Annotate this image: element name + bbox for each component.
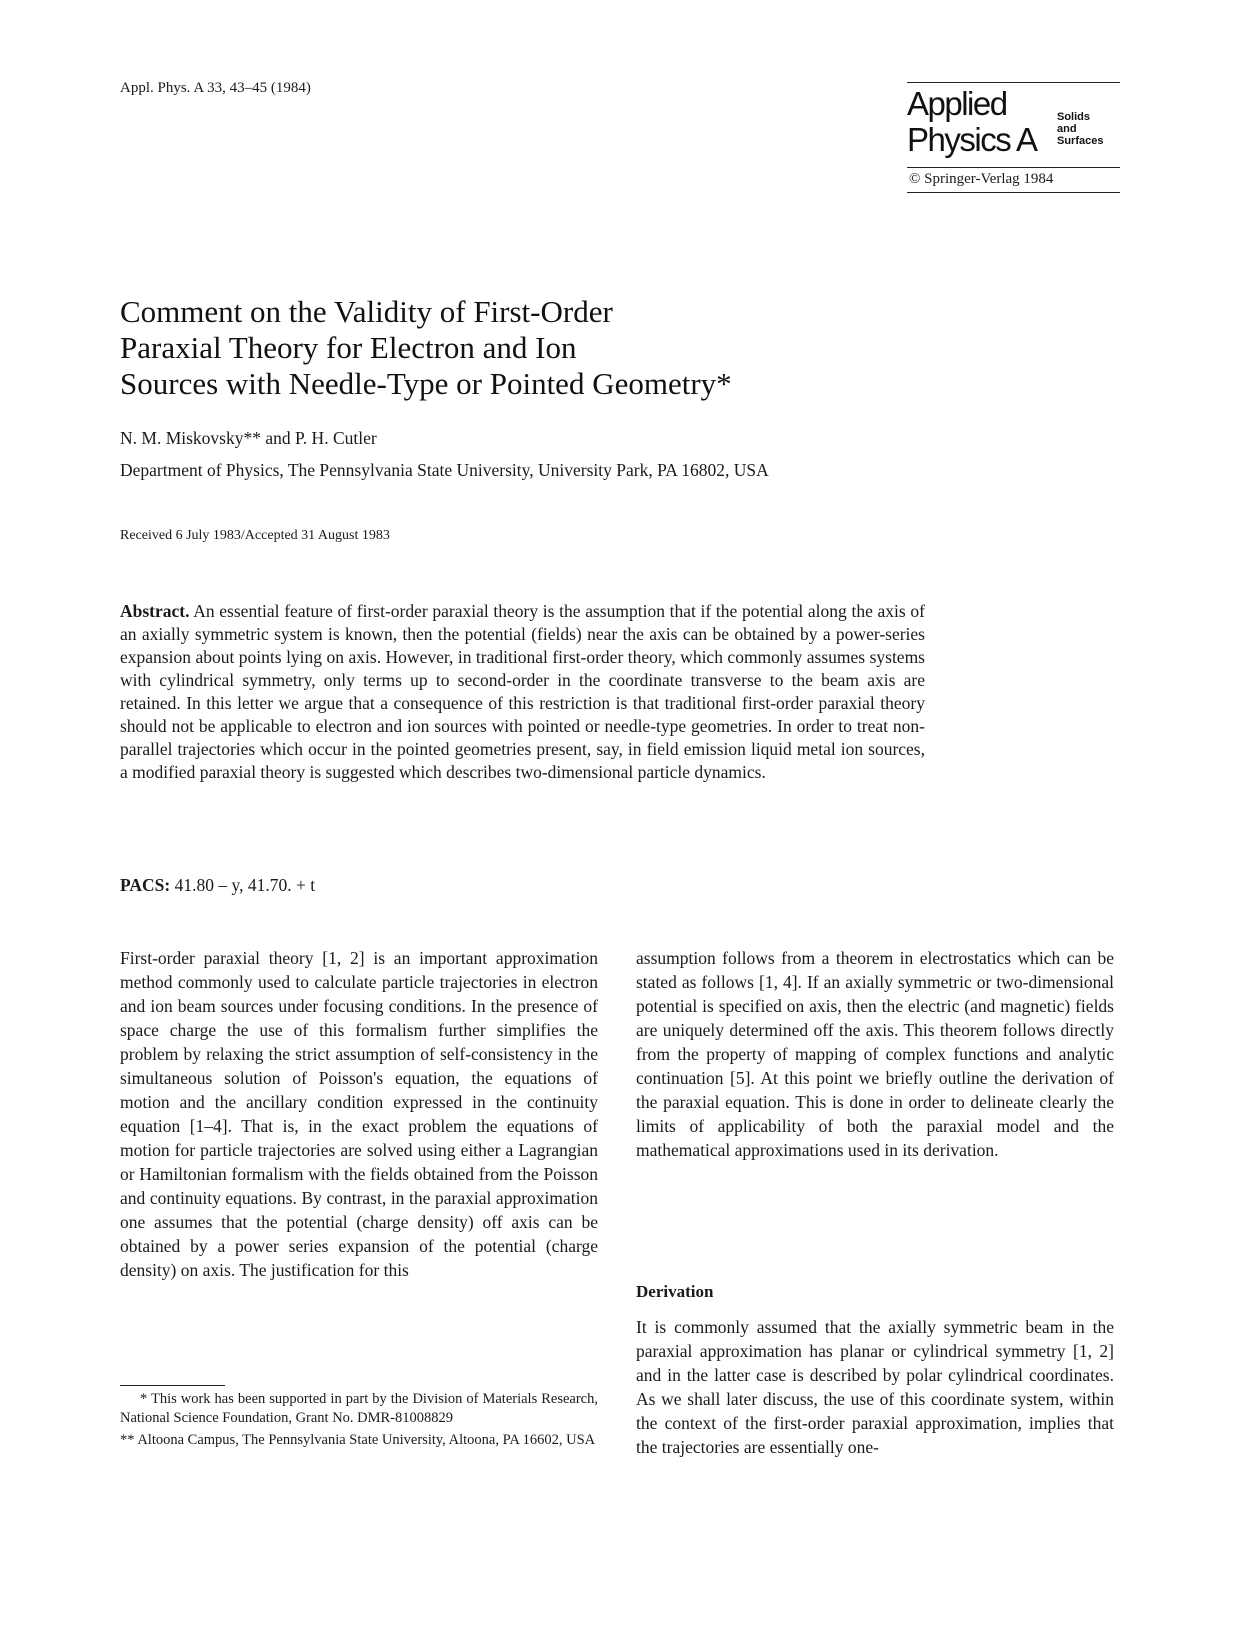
title-line-3: Sources with Needle-Type or Pointed Geometry* [120,366,732,401]
body-left-column: First-order paraxial theory [1, 2] is an important approximation method commonly used to calculate particle trajectories in electron and ion beam sources under focusing conditions. In the presence of space charge the use of this formalism further simplifies the problem by relaxing the strict assumption of self-consistency in the simultaneous solution of Poisson's equation, the equations of motion and the ancillary condition expressed in the continuity equation [1–4]. That is, in the exact problem the equations of motion for particle trajectories are solved using either a Lagrangian or Hamiltonian formalism with the fields obtained from the Poisson and continuity equations. By contrast, in the paraxial approximation one assumes that the potential (charge density) off axis can be obtained by a power series expansion of the potential (charge density) on axis. The justification for this [120,948,598,1280]
masthead-bottom-rule [907,192,1120,193]
journal-logo [907,83,1120,167]
title-line-2: Paraxial Theory for Electron and Ion [120,330,577,365]
footnote-2: ** Altoona Campus, The Pennsylvania State University, Altoona, PA 16602, USA [120,1432,596,1448]
body-right-column-continued: It is commonly assumed that the axially symmetric beam in the paraxial approximation has planar or cylindrical symmetry [1, 2] and in the latter case is described by polar cylindrical coordinates. As we shall later discuss, the use of this coordinate system, within the context of the first-order paraxial approximation, implies that the trajectories are essentially one- [636,1317,1114,1457]
author-list: N. M. Miskovsky** and P. H. Cutler [120,428,377,448]
abstract [120,600,925,784]
received-dates: Received 6 July 1983/Accepted 31 August 1983 [120,528,390,543]
journal-masthead [907,82,1120,193]
pacs-codes [120,875,315,896]
journal-name-line1: Applied [907,85,1007,122]
title-line-1: Comment on the Validity of First-Order [120,294,613,329]
journal-subtitle-and: and [1057,123,1077,135]
body-right-column: assumption follows from a theorem in electrostatics which can be stated as follows [1, 4]. If an axially symmetric or two-dimensional potential is specified on axis, then the electric (and magnetic) fields are uniquely determined off the axis. This theorem follows directly from the property of mapping of complex functions and analytic continuation [5]. At this point we briefly outline the derivation of the paraxial equation. This is done in order to delineate clearly the limits of applicability of both the paraxial model and the mathematical approximations used in its derivation. [636,948,1114,1160]
abstract-text: An essential feature of first-order paraxial theory is the assumption that if the potential along the axis of an axially symmetric system is known, then the potential (fields) near the axis can be obtained by a power-series expansion about points lying on axis. However, in traditional first-order theory, which commonly assumes systems with cylindrical symmetry, only terms up to second-order in the coordinate transverse to the beam axis are retained. In this letter we argue that a consequence of this restriction is that traditional first-order paraxial theory should not be applicable to electron and ion sources with pointed or needle-type geometries. In order to treat non-parallel trajectories which occur in the pointed geometries present, say, in field emission liquid metal ion sources, a modified paraxial theory is suggested which describes two-dimensional particle dynamics. [120,601,925,782]
journal-citation: Appl. Phys. A 33, 43–45 (1984) [120,80,311,96]
journal-name-line2: Physics A [907,121,1037,158]
author-affiliation: Department of Physics, The Pennsylvania State University, University Park, PA 16802, USA [120,460,769,480]
paper-title [120,294,732,402]
journal-subtitle-surfaces: Surfaces [1057,135,1104,147]
footnotes [120,1390,598,1453]
publisher-copyright: © Springer-Verlag 1984 [909,171,1054,187]
pacs-label: PACS: [120,875,171,895]
journal-subtitle-solids: Solids [1057,111,1091,123]
section-heading-derivation: Derivation [636,1282,714,1301]
footnote-1: * This work has been supported in part by the Division of Materials Research, National Science Foundation, Grant No. DMR-81008829 [120,1391,598,1426]
footnote-divider [120,1385,225,1386]
pacs-value: 41.80 – y, 41.70. + t [174,875,316,895]
abstract-label: Abstract. [120,601,190,621]
